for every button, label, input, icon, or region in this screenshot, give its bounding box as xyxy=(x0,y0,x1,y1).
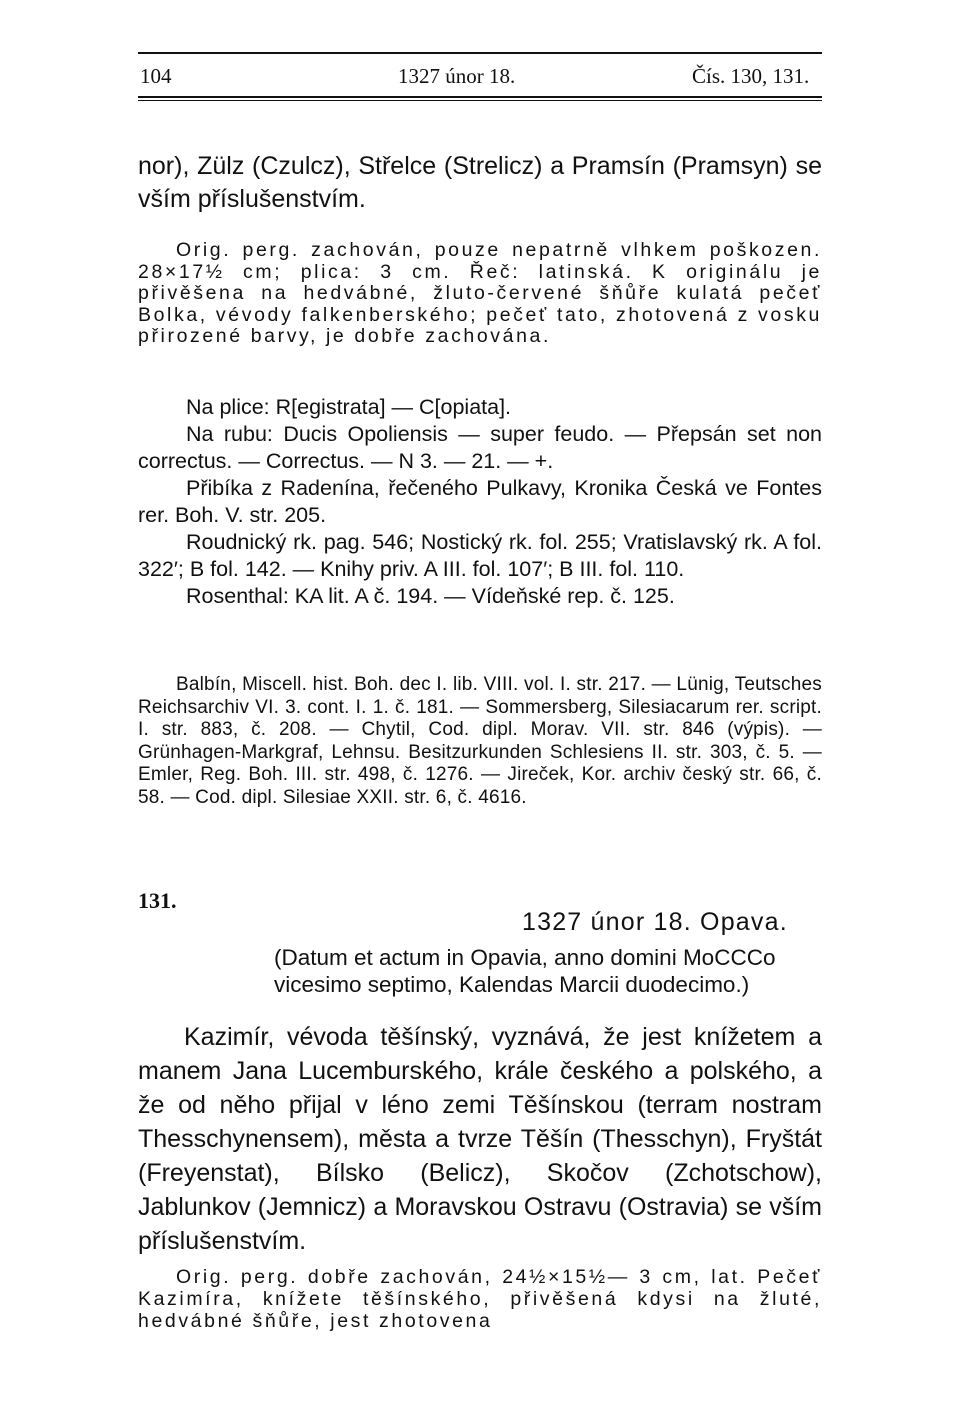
doc130-orig-note: Orig. perg. zachován, pouze nepatrně vlhkem poškozen. 28×17½ cm; plica: 3 cm. Řeč: latinská. K originálu je přivěšena na hedvábné, žluto-červené šňůře kulatá pečeť Bolka, vévody falkenberského; pečeť tato, zhotovená z vosku přirozené barvy, je dobře zachována. xyxy=(138,239,822,347)
doc130-continuation: nor), Zülz (Czulcz), Střelce (Strelicz) a Pramsín (Pramsyn) se vším příslušenstvím. xyxy=(138,152,822,213)
datum-line-1: (Datum et actum in Opavia, anno domini MoCCCo xyxy=(274,945,776,970)
doc130-bibliography: Balbín, Miscell. hist. Boh. dec I. lib. VIII. vol. I. str. 217. — Lünig, Teutsches Reichsarchiv VI. 3. cont. I. 1. č. 181. — Sommersberg, Silesiacarum rer. script. I. str. 883, č. 208. — Chytil, Cod. dipl. Morav. VII. str. 846 (výpis). — Grünhagen-Markgraf, Lehnsu. Besitzurkunden Schlesiens II. str. 303, č. 5. — Emler, Reg. Boh. III. str. 498, č. 1276. — Jireček, Kor. archiv český str. 66, č. 58. — Cod. dipl. Silesiae XXII. str. 6, č. 4616. xyxy=(138,674,822,808)
doc131-regest xyxy=(138,1020,822,1258)
doc131-datum xyxy=(274,944,822,998)
regest-text: Kazimír, vévoda těšínský, vyznává, že jest knížetem a manem Jana Lucemburského, krále českého a polského, a že od něho přijal v léno zemi Těšínskou (terram nostram Thesschynensem), města a tvrze Těšín (Thesschyn), Fryštát (Freyenstat), Bílsko (Belicz), Skočov (Zchotschow), Jablunkov (Jemnicz) a Moravskou Ostravu (Ostravia) se vším příslušenstvím. xyxy=(138,1023,822,1255)
doc131-orig-note xyxy=(138,1266,822,1332)
doc131-dateline: 1327 únor 18. Opava. xyxy=(522,908,788,936)
note-rosenthal: Rosenthal: KA lit. A č. 194. — Vídeňské rep. č. 125. xyxy=(186,584,675,608)
note-plica: Na plice: R[egistrata] — C[opiata]. xyxy=(186,395,512,419)
note-rubu: Na rubu: Ducis Opoliensis — super feudo. — Přepsán set non correctus. — Correctus. — N 3. — 21. — +. xyxy=(138,422,822,473)
header-rule-top xyxy=(138,52,822,54)
header-date: 1327 únor 18. xyxy=(398,64,516,88)
header-doc-numbers: Čís. 130, 131. xyxy=(692,64,810,88)
header-rule-bottom xyxy=(138,96,822,98)
note-rukopisy: Roudnický rk. pag. 546; Nostický rk. fol. 255; Vratislavský rk. A fol. 322′; B fol. 142. — Knihy priv. A III. fol. 107′; B III. fol. 110. xyxy=(138,530,822,581)
orig-note-text: Orig. perg. dobře zachován, 24½×15½— 3 cm, lat. Pečeť Kazimíra, knížete těšínského, přivěšená kdysi na žluté, hedvábné šňůře, jest zhotovena xyxy=(138,1266,822,1332)
doc130-notes xyxy=(138,394,822,610)
page-number: 104 xyxy=(140,64,172,88)
note-kronika: Přibíka z Radenína, řečeného Pulkavy, Kronika Česká ve Fontes rer. Boh. V. str. 205. xyxy=(138,476,822,527)
datum-line-2: vicesimo septimo, Kalendas Marcii duodecimo.) xyxy=(274,972,750,997)
doc131-number: 131. xyxy=(138,888,177,913)
header-rule-bottom-thin xyxy=(138,100,822,101)
